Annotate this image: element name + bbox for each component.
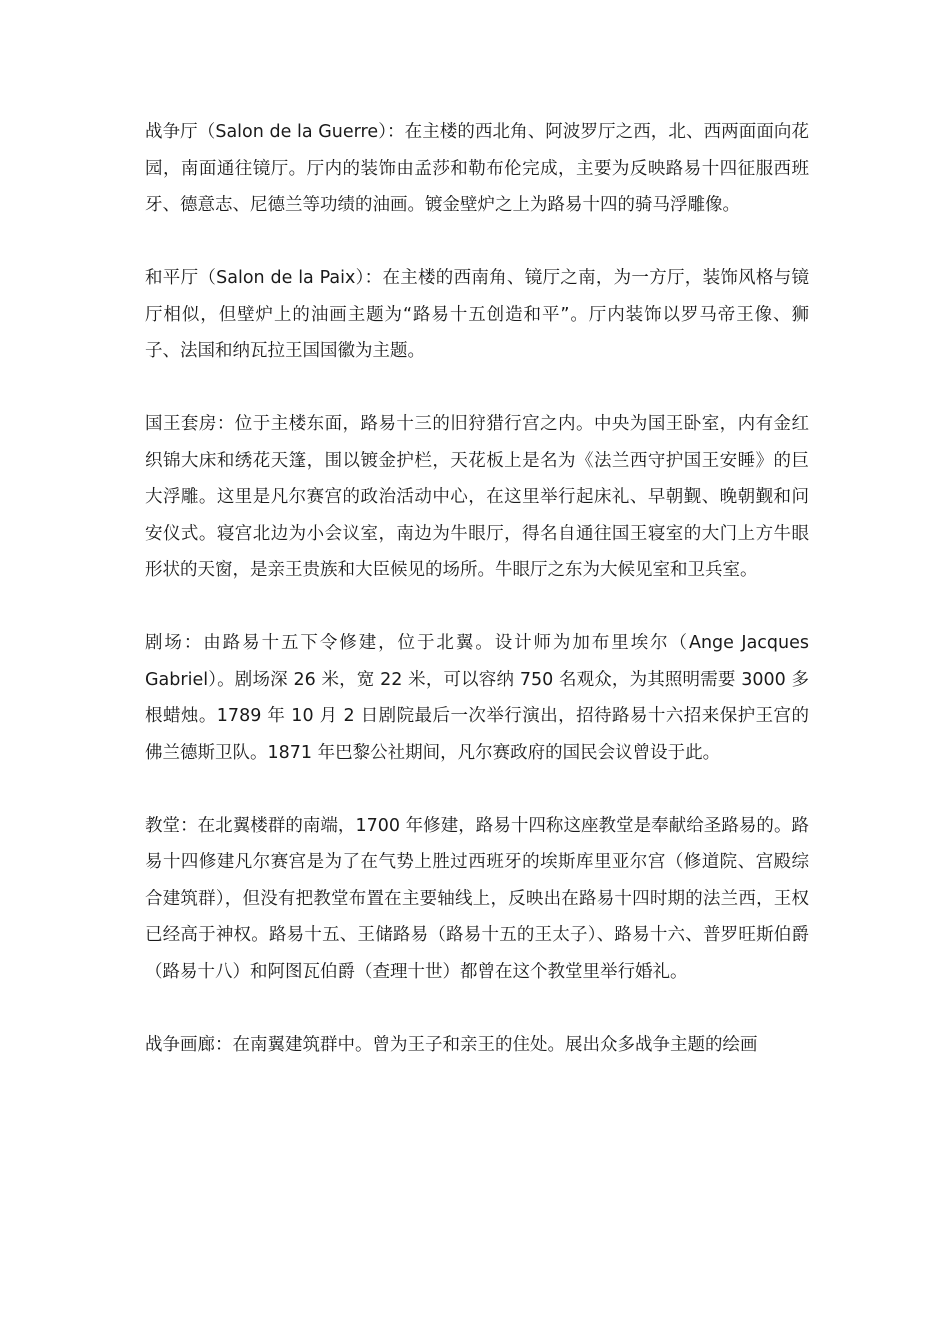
paragraph-salon-de-la-paix: 和平厅（Salon de la Paix）：在主楼的西南角、镜厅之南，为一方厅，装饰风格与镜厅相似，但壁炉上的油画主题为“路易十五创造和平”。厅内装饰以罗马帝王像、狮子、法国和纳瓦拉王国国徽为主题。 xyxy=(145,268,809,361)
paragraph-salon-de-la-guerre: 战争厅（Salon de la Guerre）：在主楼的西北角、阿波罗厅之西，北、西两面面向花园，南面通往镜厅。厅内的装饰由孟莎和勒布伦完成，主要为反映路易十四征服西班牙、德意志、尼德兰等功绩的油画。镀金壁炉之上为路易十四的骑马浮雕像。 xyxy=(145,122,809,215)
paragraph-war-gallery: 战争画廊：在南翼建筑群中。曾为王子和亲王的住处。展出众多战争主题的绘画 xyxy=(145,1034,758,1055)
paragraph-king-apartment: 国王套房：位于主楼东面，路易十三的旧狩猎行宫之内。中央为国王卧室，内有金红织锦大床和绣花天篷，围以镀金护栏，天花板上是名为《法兰西守护国王安睡》的巨大浮雕。这里是凡尔赛宫的政治活动中心，在这里举行起床礼、早朝觐、晚朝觐和问安仪式。寝宫北边为小会议室，南边为牛眼厅，得名自通往国王寝室的大门上方牛眼形状的天窗，是亲王贵族和大臣候见的场所。牛眼厅之东为大候见室和卫兵室。 xyxy=(145,414,809,580)
paragraph-theatre: 剧场：由路易十五下令修建，位于北翼。设计师为加布里埃尔（Ange Jacques Gabriel）。剧场深 26 米，宽 22 米，可以容纳 750 名观众，为其照明需要 3000 多根蜡烛。1789 年 10 月 2 日剧院最后一次举行演出，招待路易十六招来保护王宫的佛兰德斯卫队。1871 年巴黎公社期间，凡尔赛政府的国民会议曾设于此。 xyxy=(145,633,809,763)
document-body xyxy=(145,114,809,1100)
paragraph-chapel: 教堂：在北翼楼群的南端，1700 年修建，路易十四称这座教堂是奉献给圣路易的。路易十四修建凡尔赛宫是为了在气势上胜过西班牙的埃斯库里亚尔宫（修道院、宫殿综合建筑群），但没有把教堂布置在主要轴线上，反映出在路易十四时期的法兰西，王权已经高于神权。路易十五、王储路易（路易十五的王太子）、路易十六、普罗旺斯伯爵（路易十八）和阿图瓦伯爵（查理十世）都曾在这个教堂里举行婚礼。 xyxy=(145,815,809,982)
